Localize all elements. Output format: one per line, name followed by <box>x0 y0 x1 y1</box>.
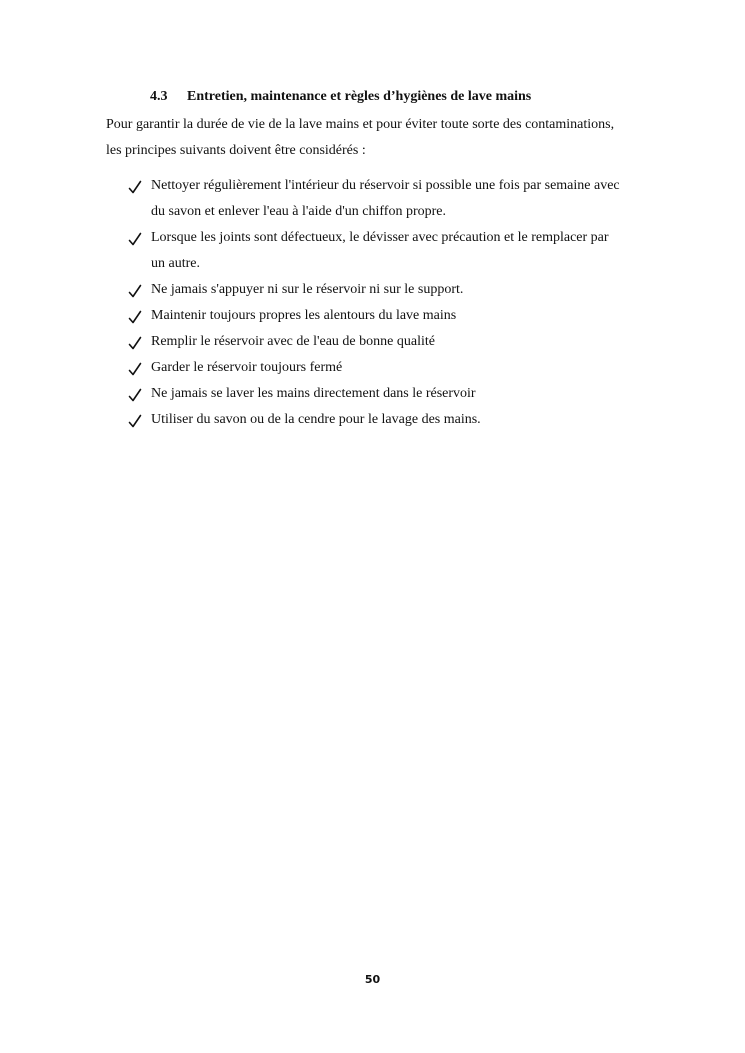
checklist-item <box>128 381 668 407</box>
check-mark-icon <box>128 329 142 355</box>
checklist-item <box>128 173 668 225</box>
checklist-item-text: Maintenir toujours propres les alentours du lave mains <box>151 308 457 323</box>
checklist-item-text: Utiliser du savon ou de la cendre pour le lavage des mains. <box>151 412 481 427</box>
checklist-item <box>128 225 668 277</box>
check-mark-icon <box>128 277 142 303</box>
checklist-item-text: Remplir le réservoir avec de l'eau de bonne qualité <box>151 334 435 349</box>
intro-line: les principes suivants doivent être considérés : <box>106 143 366 158</box>
checklist-item <box>128 303 668 329</box>
section-number: 4.3 <box>150 89 168 104</box>
checklist-item <box>128 329 668 355</box>
checklist-item-text: Garder le réservoir toujours fermé <box>151 360 343 375</box>
checklist-item-text: Ne jamais s'appuyer ni sur le réservoir ni sur le support. <box>151 282 464 297</box>
intro-paragraph <box>106 112 666 164</box>
checklist-item-text: un autre. <box>151 256 200 271</box>
check-mark-icon <box>128 355 142 381</box>
checklist <box>128 173 668 433</box>
checklist-item-text: Lorsque les joints sont défectueux, le dévisser avec précaution et le remplacer par <box>151 230 609 245</box>
check-mark-icon <box>128 407 142 433</box>
check-mark-icon <box>128 225 142 251</box>
checklist-item-text: du savon et enlever l'eau à l'aide d'un chiffon propre. <box>151 204 446 219</box>
checklist-item <box>128 355 668 381</box>
check-mark-icon <box>128 381 142 407</box>
checklist-item <box>128 277 668 303</box>
checklist-item <box>128 407 668 433</box>
checklist-item-text: Ne jamais se laver les mains directement dans le réservoir <box>151 386 476 401</box>
section-heading <box>150 89 531 105</box>
check-mark-icon <box>128 303 142 329</box>
page-number: 50 <box>364 973 381 986</box>
section-title: Entretien, maintenance et règles d’hygiènes de lave mains <box>187 89 532 104</box>
checklist-item-text: Nettoyer régulièrement l'intérieur du réservoir si possible une fois par semaine avec <box>151 178 620 193</box>
check-mark-icon <box>128 173 142 199</box>
intro-line: Pour garantir la durée de vie de la lave mains et pour éviter toute sorte des contaminations, <box>106 117 615 132</box>
